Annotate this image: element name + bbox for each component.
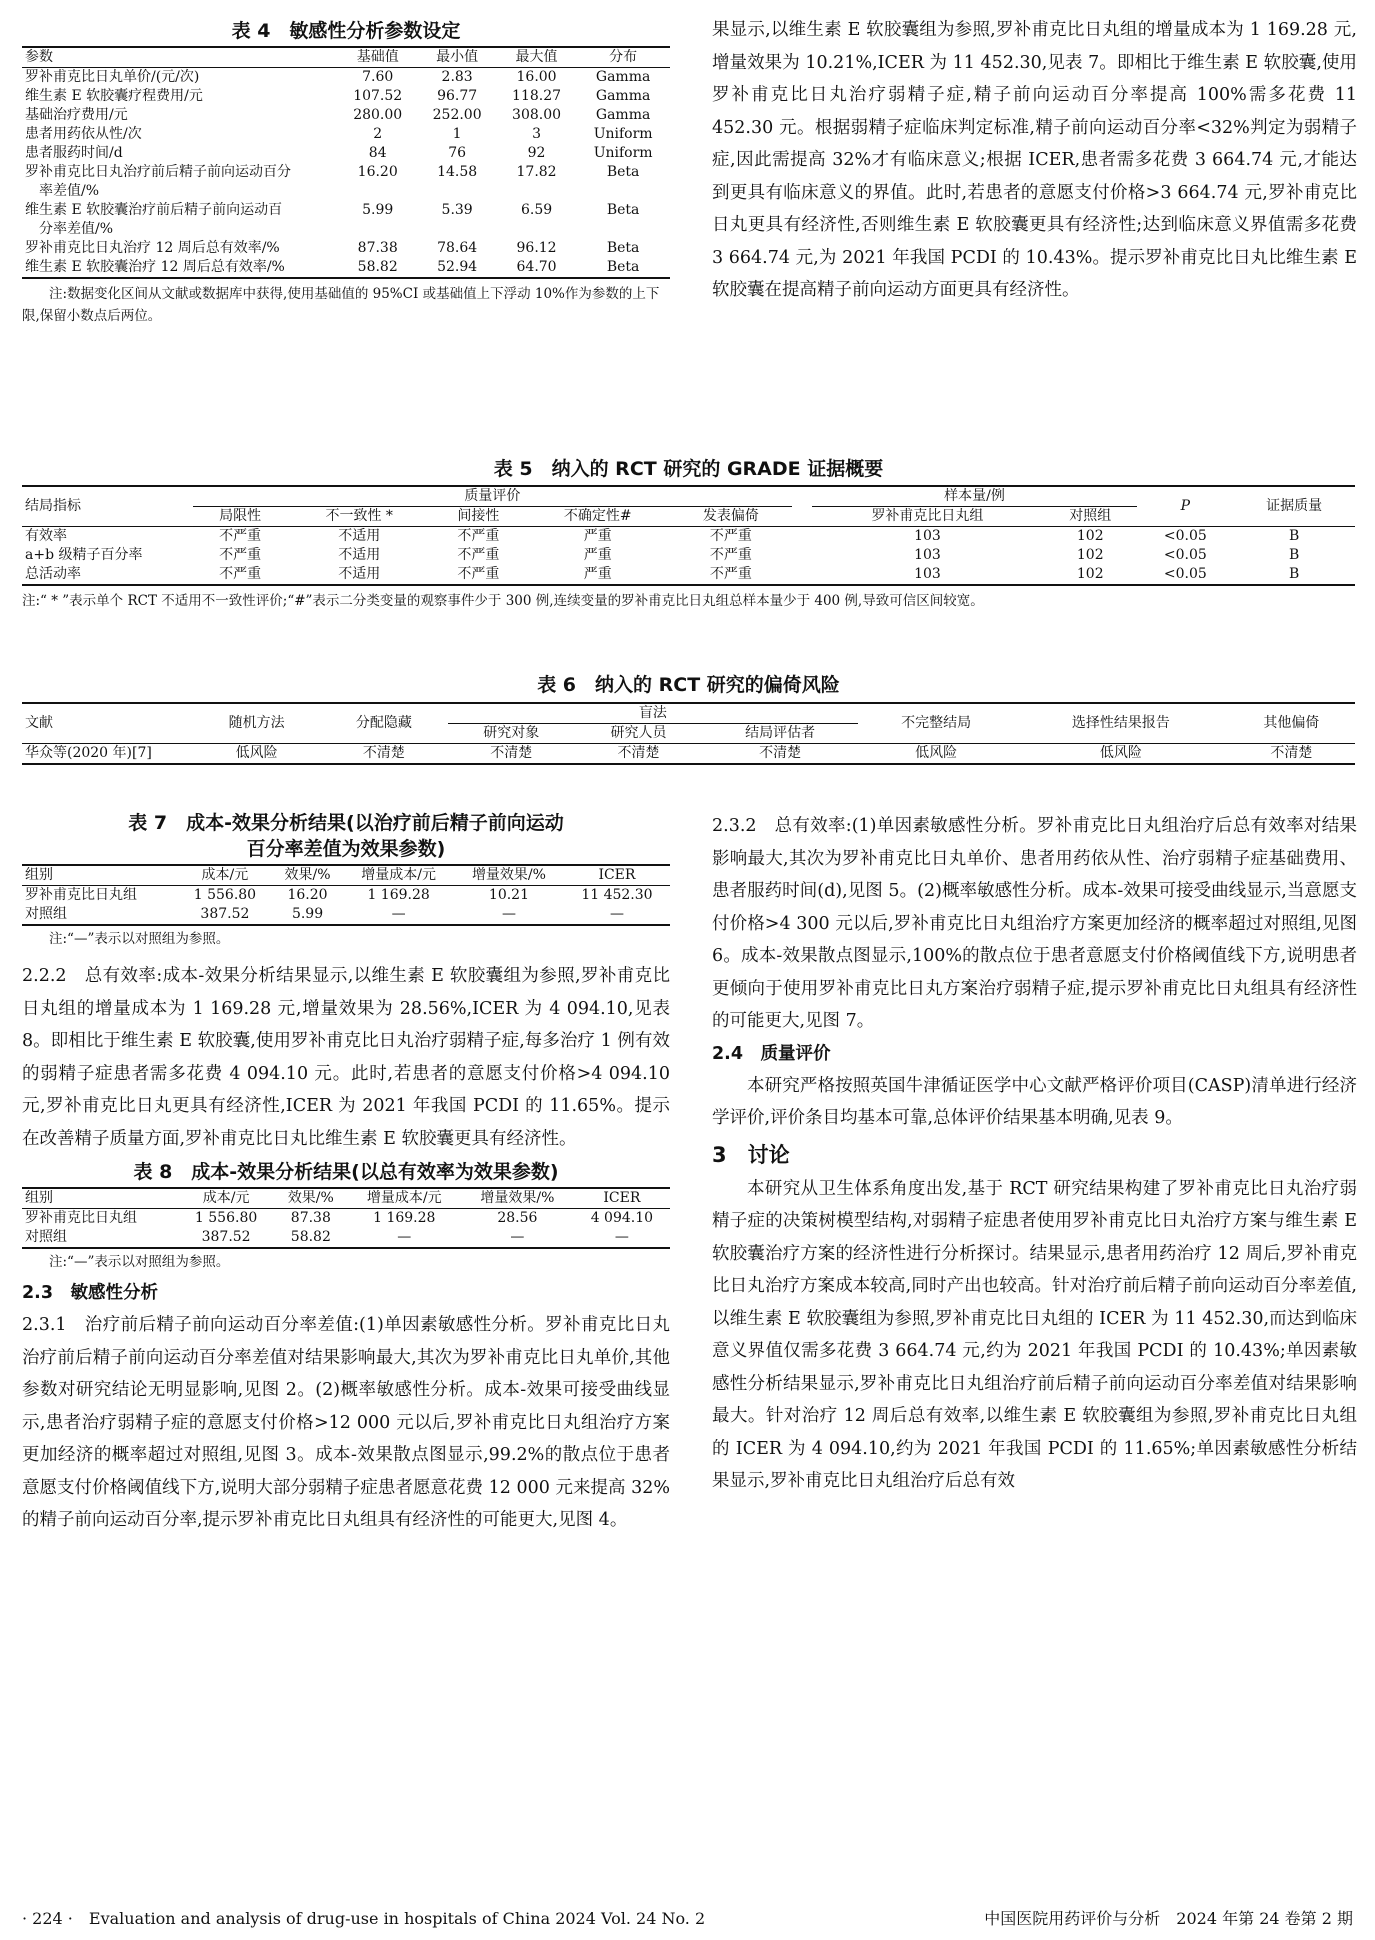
table-header-cell: 研究对象 [483, 725, 540, 741]
table-cell: 107.52 [353, 88, 403, 104]
table-cell: 87.38 [290, 1210, 331, 1226]
table-row [22, 201, 670, 239]
table-cell [22, 201, 338, 239]
table-cell: — [391, 906, 406, 922]
table-header-row [22, 486, 1355, 507]
table-cell: 不清楚 [759, 745, 802, 761]
table-cell: 3 [532, 126, 542, 142]
table-cell: 低风险 [1099, 745, 1142, 761]
table-header-cell: 不一致性 * [325, 508, 393, 524]
table-8-title: 表 8 成本-效果分析结果(以总有效率为效果参数) [133, 1161, 559, 1183]
table-header-cell: 效果/% [284, 867, 331, 883]
table-cell: 16.00 [516, 69, 557, 85]
table-cell: B [1288, 528, 1300, 544]
table-cell: 52.94 [437, 259, 478, 275]
table-cell: 不清楚 [617, 745, 660, 761]
table-cell: 1 169.28 [367, 887, 430, 903]
table-cell: 不严重 [457, 528, 500, 544]
title-line: 表 7 成本-效果分析结果(以治疗前后精子前向运动 [128, 812, 564, 834]
table-5 [22, 485, 1355, 586]
table-cell: Beta [606, 202, 640, 218]
table-cell: 基础治疗费用/元 [25, 107, 128, 123]
table-cell: 103 [914, 547, 941, 563]
table-header-cell: ICER [598, 867, 636, 883]
footer-right: 中国医院用药评价与分析 2024 年第 24 卷第 2 期 [984, 1909, 1353, 1928]
table-header-cell: 组别 [25, 1190, 53, 1206]
table-header-cell: 选择性结果报告 [1014, 703, 1228, 744]
table-cell: 11 452.30 [581, 887, 653, 903]
table-header-row [22, 865, 670, 886]
table-cell: — [397, 1229, 412, 1245]
table-8 [22, 1187, 670, 1249]
table-cell: 102 [1076, 528, 1104, 544]
table-header-cell: 样本量/例 [812, 486, 1138, 507]
table-cell: 96.12 [516, 240, 557, 256]
paragraph-text: 果显示,以维生素 E 软胶囊组为参照,罗补甫克比日丸组的增量成本为 1 169.28 元,增量效果为 10.21%,ICER 为 11 452.30,见表 7。即相比于维生素 E 软胶囊,使用罗补甫克比日丸治疗弱精子症,精子前向运动百分率提高 100%需多花费 11 452.30 元。根据弱精子症临床判定标准,精子前向运动百分率<32%判定为弱精子症,因此需提高 32%才有临床意义;根据 ICER,患者需多花费 3 664.74 元,才能达到更具有临床意义的界值。此时,若患者的意愿支付价格>3 664.74 元,罗补甫克比日丸更具有经济性,否则维生素 E 软胶囊更具有经济性;达到临床意义界值需多花费 3 664.74 元,为 2021 年我国 PCDI 的 10.43%。提示罗补甫克比日丸比维生素 E 软胶囊在提高精子前向运动方面更具有经济性。 [712, 20, 1357, 300]
table-cell: 14.58 [437, 164, 478, 180]
table-header-cell: 盲法 [448, 703, 859, 724]
table-cell: 不清楚 [1270, 745, 1313, 761]
table-cell: 28.56 [497, 1210, 538, 1226]
table-row [22, 163, 670, 201]
sensitivity-paragraph-232 [712, 810, 1357, 1038]
cell-line: 维生素 E 软胶囊治疗前后精子前向运动百 [25, 202, 283, 218]
table-row [22, 744, 1355, 765]
table-row [22, 68, 670, 88]
table-header-cell: 参数 [25, 49, 53, 65]
title-line: 百分率差值为效果参数) [246, 838, 446, 860]
table-cell: 102 [1076, 566, 1104, 582]
table-header-cell: 最大值 [515, 49, 558, 65]
table-header-cell: 增量效果/% [480, 1190, 555, 1206]
table-header-cell: 不完整结局 [858, 703, 1014, 744]
paragraph-text: 本研究从卫生体系角度出发,基于 RCT 研究结果构建了罗补甫克比日丸治疗弱精子症的决策树模型结构,对弱精子症患者使用罗补甫克比日丸治疗方案与维生素 E 软胶囊治疗方案的经济性进行分析探讨。结果显示,患者用药治疗 12 周后,罗补甫克比日丸治疗方案成本较高,同时产出也较高。针对治疗前后精子前向运动百分率差值,以维生素 E 软胶囊组为参照,罗补甫克比日丸组的 ICER 为 11 452.30,而达到临床意义界值仅需多花费 3 664.74 元,约为 2021 年我国 PCDI 的 10.43%;单因素敏感性分析结果显示,罗补甫克比日丸组治疗前后精子前向运动百分率差值对结果影响最大。针对治疗 12 周后总有效率,以维生素 E 软胶囊组为参照,罗补甫克比日丸组的 ICER 为 4 094.10,约为 2021 年我国 PCDI 的 11.65%;单因素敏感性分析结果显示,罗补甫克比日丸组治疗后总有效 [712, 1178, 1357, 1491]
table-cell: 84 [368, 145, 387, 161]
results-paragraph-221 [712, 14, 1357, 307]
table-cell: 17.82 [516, 164, 557, 180]
table-cell: 2.83 [441, 69, 473, 85]
table-header-cell: 研究人员 [610, 725, 667, 741]
table-cell: 1 169.28 [373, 1210, 436, 1226]
table-8-note: 注:“—”表示以对照组为参照。 [49, 1254, 230, 1270]
table-header-row [22, 703, 1355, 724]
table-cell: B [1288, 547, 1300, 563]
table-header-cell: 随机方法 [193, 703, 320, 744]
table-cell: 对照组 [25, 906, 67, 922]
table-row [22, 87, 670, 106]
table-cell: 5.99 [362, 202, 394, 218]
table-cell: 103 [914, 566, 941, 582]
table-cell: 不清楚 [490, 745, 533, 761]
table-4-block [22, 18, 670, 327]
table-row [22, 144, 670, 163]
table-row [22, 258, 670, 278]
sensitivity-paragraph-231 [22, 1309, 670, 1537]
table-cell: 102 [1076, 547, 1104, 563]
table-cell: 58.82 [357, 259, 398, 275]
table-cell: 96.77 [437, 88, 478, 104]
table-4-note: 注:数据变化区间从文献或数据库中获得,使用基础值的 95%CI 或基础值上下浮动 10%作为参数的上下限,保留小数点后两位。 [22, 286, 660, 324]
table-cell: a+b 级精子百分率 [25, 547, 143, 563]
table-header-cell: 增量成本/元 [366, 1190, 442, 1206]
table-cell: 有效率 [25, 528, 67, 544]
table-row [22, 1209, 670, 1229]
table-cell: 118.27 [512, 88, 562, 104]
table-cell: Beta [606, 164, 640, 180]
table-row [22, 527, 1355, 547]
table-header-cell: 结局评估者 [745, 725, 816, 741]
table-header-cell: 罗补甫克比日丸组 [871, 508, 984, 524]
table-cell: <0.05 [1163, 547, 1207, 563]
discussion-paragraph [712, 1173, 1357, 1498]
table-cell [22, 163, 338, 201]
table-header-cell: 分配隐藏 [320, 703, 447, 744]
table-cell: 罗补甫克比日丸单价/(元/次) [25, 69, 200, 85]
table-header-cell: 增量效果/% [471, 867, 546, 883]
table-cell: 78.64 [437, 240, 478, 256]
table-cell: — [614, 1229, 629, 1245]
table-row [22, 125, 670, 144]
table-cell: 维生素 E 软胶囊疗程费用/元 [25, 88, 203, 104]
table-cell: Gamma [595, 107, 651, 123]
table-row [22, 905, 670, 925]
cell-line: 分率差值/% [39, 221, 114, 237]
table-6 [22, 702, 1355, 765]
table-cell: 对照组 [25, 1229, 67, 1245]
table-header-cell: 质量评价 [193, 486, 792, 507]
table-header-cell: 不确定性# [563, 508, 632, 524]
table-cell: 58.82 [290, 1229, 331, 1245]
table-header-cell: 其他偏倚 [1228, 703, 1355, 744]
table-header-row [22, 1188, 670, 1209]
table-header-cell: 文献 [22, 703, 193, 744]
table-cell: 不严重 [709, 566, 752, 582]
table-header-cell: 证据质量 [1233, 486, 1355, 527]
table-cell: 16.20 [287, 887, 328, 903]
table-header-cell: 增量成本/元 [361, 867, 436, 883]
table-row [22, 565, 1355, 585]
table-7 [22, 864, 670, 926]
table-cell: 维生素 E 软胶囊治疗 12 周后总有效率/% [25, 259, 285, 275]
table-cell: 387.52 [200, 906, 250, 922]
paragraph-text: 2.3.2 总有效率:(1)单因素敏感性分析。罗补甫克比日丸组治疗后总有效率对结果影响最大,其次为罗补甫克比日丸单价、患者用药依从性、治疗弱精子症基础费用、患者服药时间(d),见图 5。(2)概率敏感性分析。成本-效果可接受曲线显示,当意愿支付价格>4 300 元以后,罗补甫克比日丸组治疗方案更加经济的概率超过对照组,见图 6。成本-效果散点图显示,100%的散点位于患者意愿支付价格阈值线下方,说明患者更倾向于使用罗补甫克比日丸方案治疗弱精子症,提示罗补甫克比日丸组具有经济性的可能更大,见图 7。 [712, 816, 1357, 1031]
table-cell: 患者用药依从性/次 [25, 126, 142, 142]
table-cell: 患者服药时间/d [25, 145, 123, 161]
table-cell: Beta [606, 240, 640, 256]
table-cell: 严重 [583, 528, 612, 544]
table-cell: 1 [452, 126, 462, 142]
table-cell: 5.99 [291, 906, 324, 922]
paragraph-text: 2.3.1 治疗前后精子前向运动百分率差值:(1)单因素敏感性分析。罗补甫克比日丸治疗前后精子前向运动百分率差值对结果影响最大,其次为罗补甫克比日丸单价,其他参数对研究结论无明显影响,见图 2。(2)概率敏感性分析。成本-效果可接受曲线显示,患者治疗弱精子症的意愿支付价格>12 000 元以后,罗补甫克比日丸组治疗方案更加经济的概率超过对照组,见图 3。成本-效果散点图显示,99.2%的散点位于患者意愿支付价格阈值线下方,说明大部分弱精子症患者愿意花费 12 000 元来提高 32%的精子前向运动百分率,提示罗补甫克比日丸组具有经济性的可能更大,见图 4。 [22, 1315, 670, 1530]
table-header-cell: 对照组 [1069, 508, 1112, 524]
table-cell: 不严重 [219, 566, 262, 582]
table-cell: 低风险 [235, 745, 278, 761]
table-6-title: 表 6 纳入的 RCT 研究的偏倚风险 [537, 674, 840, 696]
table-cell: 低风险 [915, 745, 958, 761]
right-column-lower [712, 810, 1357, 1498]
section-heading-2-4: 2.4 质量评价 [712, 1043, 831, 1064]
table-6-block [22, 672, 1355, 765]
table-header-cell: 成本/元 [202, 1190, 250, 1206]
table-cell: 严重 [583, 566, 612, 582]
table-header-cell: 最小值 [436, 49, 479, 65]
table-7-note: 注:“—”表示以对照组为参照。 [49, 931, 230, 947]
cell-line: 率差值/% [39, 183, 100, 199]
table-header-cell: 分布 [609, 49, 638, 65]
table-cell: 不严重 [219, 528, 262, 544]
table-header-cell: 基础值 [356, 49, 399, 65]
table-cell: 不严重 [219, 547, 262, 563]
table-cell: 92 [527, 145, 546, 161]
table-cell: 罗补甫克比日丸组 [25, 887, 137, 903]
table-row [22, 546, 1355, 565]
table-cell: 不适用 [338, 547, 381, 563]
table-cell: — [510, 1229, 525, 1245]
table-row [22, 239, 670, 258]
paragraph-text: 本研究严格按照英国牛津循证医学中心文献严格评价项目(CASP)清单进行经济学评价,评价条目均基本可靠,总体评价结果基本明确,见表 9。 [712, 1075, 1357, 1128]
table-cell: 罗补甫克比日丸治疗 12 周后总有效率/% [25, 240, 280, 256]
table-5-note: 注:“ * ”表示单个 RCT 不适用不一致性评价;“#”表示二分类变量的观察事件少于 300 例,连续变量的罗补甫克比日丸组总样本量少于 400 例,导致可信区间较宽。 [22, 593, 984, 609]
table-header-cell: P [1137, 486, 1233, 527]
table-cell: 不严重 [709, 547, 752, 563]
table-cell: 不适用 [338, 528, 381, 544]
paragraph-text: 2.2.2 总有效率:成本-效果分析结果显示,以维生素 E 软胶囊组为参照,罗补甫克比日丸组的增量成本为 1 169.28 元,增量效果为 28.56%,ICER 为 4 094.10,见表 8。即相比于维生素 E 软胶囊,使用罗补甫克比日丸治疗弱精子症,每多治疗 1 例有效的弱精子症患者需多花费 4 094.10 元。此时,若患者的意愿支付价格>4 094.10 元,罗补甫克比日丸更具有经济性,ICER 为 2021 年我国 PCDI 的 11.65%。提示在改善精子质量方面,罗补甫克比日丸比维生素 E 软胶囊更具有经济性。 [22, 966, 670, 1149]
table-cell: 10.21 [488, 887, 529, 903]
table-cell: <0.05 [1163, 528, 1207, 544]
table-cell: 罗补甫克比日丸组 [25, 1210, 137, 1226]
table-header-cell: ICER [603, 1190, 641, 1206]
quality-paragraph [712, 1070, 1357, 1135]
table-cell: 2 [373, 126, 383, 142]
table-cell: B [1288, 566, 1300, 582]
table-cell: 103 [914, 528, 941, 544]
cell-line: 罗补甫克比日丸治疗前后精子前向运动百分 [25, 164, 291, 180]
table-cell: <0.05 [1163, 566, 1207, 582]
table-cell: 严重 [583, 547, 612, 563]
table-row [22, 1228, 670, 1248]
table-cell: 4 094.10 [590, 1210, 654, 1226]
table-cell: 华众等(2020 年)[7] [25, 745, 152, 761]
table-7-title [22, 810, 670, 862]
table-cell: 87.38 [357, 240, 398, 256]
table-header-cell: 成本/元 [201, 867, 249, 883]
table-cell: 76 [448, 145, 467, 161]
table-header-cell: 局限性 [219, 508, 262, 524]
table-cell: 不清楚 [362, 745, 405, 761]
section-heading-2-3: 2.3 敏感性分析 [22, 1283, 159, 1303]
table-cell: 不适用 [338, 566, 381, 582]
table-cell: — [501, 906, 516, 922]
table-cell: 7.60 [362, 69, 394, 85]
table-cell: 5.39 [441, 202, 473, 218]
table-5-title: 表 5 纳入的 RCT 研究的 GRADE 证据概要 [493, 458, 884, 480]
left-column-lower [22, 810, 670, 1537]
table-header-cell: 结局指标 [22, 486, 193, 527]
results-paragraph-222 [22, 960, 670, 1155]
table-cell: 280.00 [353, 107, 403, 123]
table-header-cell: 发表偏倚 [702, 508, 759, 524]
section-heading-3: 3 讨论 [712, 1142, 790, 1167]
table-header-cell: 效果/% [287, 1190, 334, 1206]
table-5-block [22, 456, 1355, 612]
table-cell: 1 556.80 [194, 1210, 258, 1226]
table-header-cell: 组别 [25, 867, 53, 883]
table-cell: 6.59 [520, 202, 553, 218]
table-cell: 16.20 [357, 164, 398, 180]
table-cell: 387.52 [201, 1229, 251, 1245]
table-cell: Uniform [593, 126, 653, 142]
table-4 [22, 46, 670, 279]
table-4-title: 表 4 敏感性分析参数设定 [231, 20, 461, 42]
table-cell: 总活动率 [25, 566, 81, 582]
table-cell: Gamma [595, 69, 651, 85]
table-cell: 252.00 [432, 107, 482, 123]
table-cell: 64.70 [516, 259, 557, 275]
table-cell: Gamma [595, 88, 651, 104]
table-header-row [22, 47, 670, 68]
footer-left: · 224 · Evaluation and analysis of drug-use in hospitals of China 2024 Vol. 24 No. 2 [22, 1909, 706, 1928]
table-cell: Beta [606, 259, 640, 275]
table-cell: 1 556.80 [193, 887, 257, 903]
table-cell: — [609, 906, 624, 922]
table-cell: Uniform [593, 145, 653, 161]
table-row [22, 106, 670, 125]
table-cell: 不严重 [457, 566, 500, 582]
table-cell: 不严重 [457, 547, 500, 563]
table-row [22, 886, 670, 906]
table-cell: 308.00 [512, 107, 562, 123]
table-header-cell: 间接性 [457, 508, 500, 524]
table-cell: 不严重 [709, 528, 752, 544]
